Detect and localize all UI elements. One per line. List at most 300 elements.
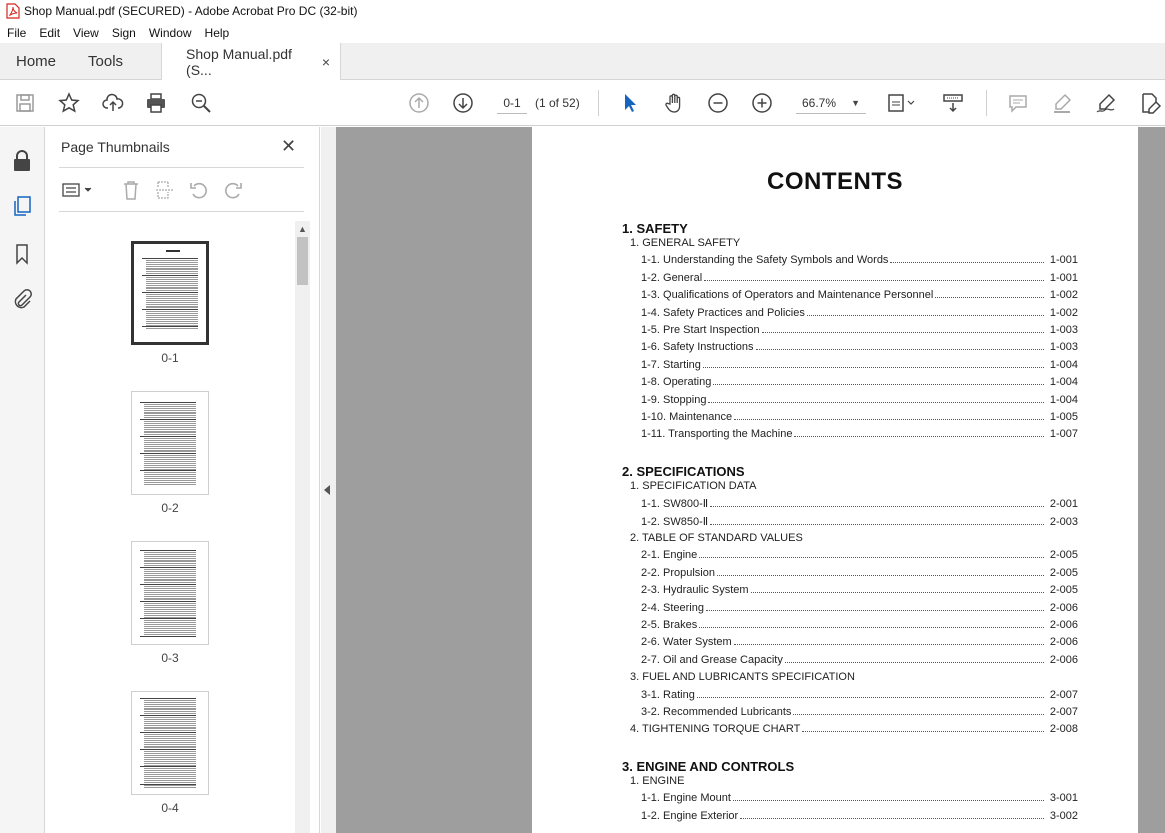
toc-page-number: 2-006	[1049, 601, 1078, 614]
tab-document[interactable]	[161, 43, 341, 81]
thumbnail-line	[140, 732, 196, 733]
extract-pages-icon[interactable]	[154, 179, 176, 201]
toc-entry[interactable]	[641, 810, 1078, 822]
toolbar-divider	[598, 90, 599, 116]
thumbnail-line	[140, 766, 196, 767]
toc-page-number: 2-006	[1049, 619, 1078, 631]
page-thumbnail[interactable]	[131, 241, 209, 365]
toc-page-number: 1-004	[1049, 393, 1078, 406]
toc-leader-dots	[703, 367, 1044, 368]
thumbnail-label: 0-2	[161, 501, 179, 515]
toc-leader-dots	[699, 627, 1044, 628]
toc-entry[interactable]	[641, 619, 1078, 631]
thumbnail-line	[144, 751, 196, 752]
tab-close-icon[interactable]: ×	[321, 54, 331, 70]
toc-entry[interactable]	[641, 706, 1078, 718]
thumbnail-line	[144, 563, 196, 564]
thumbnail-line	[144, 613, 196, 614]
thumbnail-line	[144, 634, 196, 635]
thumbnail-line	[146, 281, 198, 282]
toc-entry-title: 3-1. Rating	[641, 688, 695, 701]
select-cursor-icon[interactable]	[617, 90, 643, 116]
thumbnail-line	[144, 615, 196, 616]
thumbnail-line	[144, 408, 196, 409]
toc-entry[interactable]	[641, 689, 1078, 701]
toc-entry-title: 2-2. Propulsion	[641, 566, 715, 579]
toc-page-number: 1-007	[1049, 428, 1078, 441]
toolbar-divider	[986, 90, 987, 116]
thumbnail-line	[144, 709, 196, 710]
thumbnail-line	[144, 442, 196, 443]
toc-entry-title: 1-1. Understanding the Safety Symbols and Words	[641, 254, 889, 267]
toc-entry-title: 2-4. Steering	[641, 601, 704, 614]
thumbnail-line	[146, 298, 198, 299]
thumbnail-line	[144, 427, 196, 428]
toc-entry-title: 1-7. Starting	[641, 358, 701, 371]
bookmark-icon[interactable]	[10, 242, 34, 266]
toc-page-number: 2-007	[1049, 706, 1078, 718]
toc-page-number: 2-006	[1049, 636, 1078, 649]
thumbnail-line	[146, 323, 198, 324]
thumbnail-line	[144, 742, 196, 743]
thumbnail-line	[146, 273, 198, 274]
thumbnail-line	[144, 579, 196, 580]
thumbnail-line	[144, 744, 196, 745]
toc-subsection: 1. SPECIFICATION DATA	[630, 479, 757, 492]
tab-document-label: Shop Manual.pdf (S...	[186, 46, 292, 78]
thumbnail-line	[146, 328, 198, 329]
thumbnail-line	[144, 429, 196, 430]
toc-entry[interactable]	[641, 324, 1078, 336]
thumbnail-line	[144, 736, 196, 737]
toc-entry-title: 3-2. Recommended Lubricants	[641, 706, 792, 718]
thumbnail-line	[146, 264, 198, 265]
thumbnail-line	[144, 582, 196, 583]
thumbnail-line	[144, 580, 196, 581]
toc-entry[interactable]	[641, 376, 1078, 388]
thumbnail-line	[146, 287, 198, 288]
print-icon[interactable]	[143, 90, 169, 116]
thumbnail-line	[144, 406, 196, 407]
thumbnail-line	[144, 446, 196, 447]
thumbnail-line	[144, 412, 196, 413]
next-page-icon[interactable]	[450, 90, 476, 116]
toc-entry[interactable]	[641, 792, 1078, 804]
thumbnail-line	[144, 465, 196, 466]
thumbnail-line	[146, 313, 198, 314]
chevron-down-icon: ▼	[851, 98, 860, 108]
thumbnail-line	[144, 772, 196, 773]
thumbnail-line	[144, 738, 196, 739]
thumbnail-line	[144, 603, 196, 604]
thumbnail-line	[144, 482, 196, 483]
toc-entry-title: 1-2. General	[641, 271, 703, 284]
toc-leader-dots	[710, 506, 1044, 507]
thumbnail-line	[144, 755, 196, 756]
toc-leader-dots	[710, 524, 1044, 525]
thumbnail-line	[144, 560, 196, 561]
thumbnail-label: 0-1	[161, 351, 179, 365]
rotate-counterclockwise-icon[interactable]	[188, 179, 210, 201]
thumbnail-line	[146, 283, 198, 284]
thumbnail-line	[144, 476, 196, 477]
thumbnail-line	[142, 258, 198, 259]
thumbnail-line	[144, 573, 196, 574]
toc-entry-title: 1-4. Safety Practices and Policies	[641, 306, 805, 319]
comment-icon[interactable]	[1005, 90, 1031, 116]
toc-leader-dots	[785, 662, 1044, 663]
toc-entry[interactable]	[641, 602, 1078, 614]
thumbnail-line	[144, 706, 196, 707]
toc-entry[interactable]	[641, 636, 1078, 648]
thumbnail-line	[140, 636, 196, 637]
thumbnail-line	[146, 319, 198, 320]
thumbnail-line	[144, 561, 196, 562]
thumbnail-line	[140, 584, 196, 585]
toc-leader-dots	[740, 818, 1044, 819]
highlight-pen-icon[interactable]	[1049, 90, 1075, 116]
toc-leader-dots	[733, 800, 1044, 801]
page-number-input[interactable]: 0-1	[497, 92, 527, 114]
thumbnail-line	[144, 700, 196, 701]
toc-entry-title: 1-2. SW850-Ⅱ	[641, 515, 709, 528]
thumbnail-line	[144, 455, 196, 456]
toc-entry[interactable]	[641, 428, 1078, 440]
thumbnail-line	[140, 550, 196, 551]
thumbnail-line	[146, 285, 198, 286]
thumbnail-line	[144, 554, 196, 555]
zoom-search-icon[interactable]	[188, 90, 214, 116]
thumbnail-line	[146, 294, 198, 295]
thumbnail-line	[144, 778, 196, 779]
thumbnail-line	[144, 586, 196, 587]
thumbnail-line	[144, 598, 196, 599]
toc-leader-dots	[717, 575, 1044, 576]
toc-leader-dots	[751, 592, 1044, 593]
toc-leader-dots	[890, 262, 1044, 263]
thumbnail-line	[144, 702, 196, 703]
toc-page-number: 1-003	[1049, 324, 1078, 336]
thumbnail-line	[144, 459, 196, 460]
contents-title: CONTENTS	[767, 168, 903, 195]
thumbnail-line	[144, 711, 196, 712]
thumbnail-line	[142, 326, 198, 327]
tab-home[interactable]: Home	[16, 52, 57, 70]
toc-leader-dots	[802, 731, 1044, 732]
thumbnail-options-icon[interactable]	[61, 179, 97, 201]
main-toolbar	[0, 80, 1165, 126]
panel-collapse-handle[interactable]	[321, 127, 336, 833]
scrollbar-thumb[interactable]	[297, 237, 308, 285]
toc-entry[interactable]	[641, 307, 1078, 319]
thumbnail-line	[144, 734, 196, 735]
hand-pan-icon[interactable]	[661, 90, 687, 116]
tab-bar	[0, 43, 1165, 80]
toc-entry[interactable]	[641, 515, 1078, 528]
scroll-up-arrow-icon[interactable]: ▲	[298, 224, 307, 234]
delete-trash-icon[interactable]	[120, 179, 142, 201]
toc-subsection: 2. TABLE OF STANDARD VALUES	[630, 532, 803, 544]
thumbnail-label: 0-3	[161, 651, 179, 665]
thumbnail-line	[144, 569, 196, 570]
thumbnail-line	[140, 784, 196, 785]
thumbnail-line	[144, 463, 196, 464]
acrobat-pdf-icon	[6, 3, 20, 19]
toc-leader-dots	[762, 332, 1044, 333]
thumbnail-line	[144, 704, 196, 705]
thumbnail-line	[144, 759, 196, 760]
zoom-level-value: 66.7%	[802, 96, 837, 110]
thumbnail-line	[144, 415, 196, 416]
thumbnail-line	[144, 622, 196, 623]
toc-entry[interactable]	[641, 359, 1078, 371]
toc-entry[interactable]	[630, 723, 1078, 735]
thumbnail-line	[144, 467, 196, 468]
thumbnail-line	[144, 746, 196, 747]
toc-subsection: 1. GENERAL SAFETY	[630, 237, 741, 249]
toc-leader-dots	[734, 644, 1044, 645]
edit-pdf-icon[interactable]	[1137, 90, 1163, 116]
thumbnail-line	[144, 719, 196, 720]
title-bar	[0, 0, 1165, 22]
thumbnail-line	[144, 605, 196, 606]
thumbnail-line	[144, 630, 196, 631]
toc-leader-dots	[697, 697, 1044, 698]
page-thumbnails-icon[interactable]	[10, 194, 34, 218]
thumbnail-line	[144, 721, 196, 722]
thumbnail-line	[144, 472, 196, 473]
save-icon[interactable]	[12, 90, 38, 116]
thumbnail-line	[142, 292, 198, 293]
toc-entry-title: 1-10. Maintenance	[641, 411, 733, 423]
thumbnail-line	[144, 425, 196, 426]
toc-entry-title: 1-1. SW800-Ⅱ	[641, 498, 709, 511]
thumbnail-line	[146, 315, 198, 316]
thumbnail-line	[146, 262, 198, 263]
thumbnail-line	[144, 484, 196, 485]
thumbnail-line	[144, 451, 196, 452]
thumbnail-line	[146, 321, 198, 322]
toc-entry[interactable]	[641, 654, 1078, 666]
thumbnail-line	[144, 448, 196, 449]
thumbnail-line	[144, 753, 196, 754]
thumbnail-line	[144, 480, 196, 481]
thumbnail-scrollbar[interactable]	[295, 221, 310, 833]
thumbnail-line	[140, 436, 196, 437]
thumbnail-line	[144, 577, 196, 578]
toc-entry-title: 2-6. Water System	[641, 636, 732, 649]
thumbnail-line	[144, 440, 196, 441]
thumbnail-line	[146, 266, 198, 267]
toc-page-number: 1-001	[1049, 271, 1078, 284]
thumbnail-line	[144, 763, 196, 764]
toc-entry-title: 1-11. Transporting the Machine	[641, 428, 793, 441]
scroll-mode-icon[interactable]	[940, 90, 966, 116]
toc-subsection: 1. ENGINE	[630, 774, 685, 787]
panel-title: Page Thumbnails	[61, 139, 170, 155]
thumbnail-line	[146, 269, 198, 270]
sign-pen-icon[interactable]	[1093, 90, 1119, 116]
toc-entry[interactable]	[641, 254, 1078, 266]
toc-leader-dots	[704, 280, 1044, 281]
menu-view[interactable]: View	[73, 25, 99, 40]
document-scroll-area	[1139, 127, 1165, 833]
thumbnail-line	[144, 768, 196, 769]
menu-window[interactable]: Window	[148, 25, 192, 40]
toc-page-number: 2-005	[1049, 549, 1078, 562]
menu-edit[interactable]: Edit	[39, 25, 61, 40]
zoom-in-icon[interactable]	[749, 90, 775, 116]
page-thumbnails-panel	[45, 127, 320, 833]
toc-section-heading: 1. SAFETY	[622, 221, 688, 236]
menu-sign[interactable]: Sign	[111, 25, 136, 40]
thumbnail-line	[144, 469, 196, 470]
thumbnail-line	[144, 575, 196, 576]
thumbnail-line	[140, 618, 196, 619]
toc-entry[interactable]	[641, 289, 1078, 301]
toc-page-number: 1-002	[1049, 289, 1078, 302]
thumbnail-line	[140, 749, 196, 750]
thumbnail-line	[140, 402, 196, 403]
toc-page-number: 2-001	[1049, 498, 1078, 511]
thumbnail-line	[146, 300, 198, 301]
thumbnail-line	[146, 317, 198, 318]
panel-divider	[59, 167, 304, 168]
attachment-paperclip-icon[interactable]	[10, 287, 34, 311]
thumbnail-image	[131, 391, 209, 495]
thumbnail-label: 0-4	[161, 801, 179, 815]
pdf-page	[532, 127, 1138, 833]
thumbnail-line	[166, 250, 180, 252]
thumbnail-line	[144, 717, 196, 718]
toc-entry-title: 1-5. Pre Start Inspection	[641, 324, 760, 336]
toc-entry-title: 2-3. Hydraulic System	[641, 584, 749, 597]
thumbnail-line	[144, 780, 196, 781]
toc-entry[interactable]	[641, 272, 1078, 284]
thumbnail-line	[140, 601, 196, 602]
thumbnail-line	[144, 632, 196, 633]
toc-entry-title: 2-1. Engine	[641, 549, 698, 562]
thumbnail-line	[144, 478, 196, 479]
star-bookmark-icon[interactable]	[56, 90, 82, 116]
toc-leader-dots	[807, 315, 1044, 316]
thumbnail-line	[144, 432, 196, 433]
toc-entry[interactable]	[641, 567, 1078, 579]
thumbnail-line	[146, 277, 198, 278]
thumbnail-line	[146, 304, 198, 305]
thumbnail-line	[144, 708, 196, 709]
thumbnail-line	[144, 747, 196, 748]
rotate-clockwise-icon[interactable]	[222, 179, 244, 201]
thumbnail-line	[144, 730, 196, 731]
thumbnail-image	[131, 541, 209, 645]
menu-help[interactable]: Help	[204, 25, 230, 40]
toc-page-number: 2-007	[1049, 688, 1078, 701]
thumbnail-line	[142, 275, 198, 276]
menu-file[interactable]: File	[7, 25, 27, 40]
thumbnail-line	[144, 474, 196, 475]
thumbnail-line	[146, 290, 198, 291]
toc-entry[interactable]	[641, 341, 1078, 353]
toc-subsection: 3. FUEL AND LUBRICANTS SPECIFICATION	[630, 671, 855, 684]
thumbnail-line	[144, 765, 196, 766]
thumbnail-line	[144, 713, 196, 714]
toc-page-number: 1-003	[1049, 341, 1078, 354]
toc-leader-dots	[935, 297, 1044, 298]
thumbnail-line	[140, 419, 196, 420]
thumbnail-line	[144, 413, 196, 414]
thumbnail-line	[144, 628, 196, 629]
left-rail	[0, 127, 45, 833]
toc-entry-title: 1-2. Engine Exterior	[641, 809, 739, 822]
close-icon[interactable]: ✕	[281, 136, 297, 156]
toc-entry[interactable]	[641, 394, 1078, 406]
thumbnail-line	[144, 620, 196, 621]
thumbnail-line	[144, 588, 196, 589]
toc-entry[interactable]	[641, 411, 1078, 423]
page-thumbnail[interactable]	[131, 541, 209, 665]
toc-entry-title: 4. TIGHTENING TORQUE CHART	[630, 723, 801, 736]
page-thumbnail[interactable]	[131, 691, 209, 815]
toc-entry[interactable]	[641, 497, 1078, 510]
toc-entry[interactable]	[641, 584, 1078, 596]
thumbnail-line	[146, 288, 198, 289]
thumbnail-line	[144, 423, 196, 424]
thumbnail-line	[144, 740, 196, 741]
thumbnail-line	[144, 434, 196, 435]
chevron-left-icon[interactable]	[324, 485, 330, 495]
thumbnail-line	[144, 450, 196, 451]
previous-page-icon[interactable]	[406, 90, 432, 116]
toc-leader-dots	[793, 714, 1044, 715]
lock-icon[interactable]	[10, 149, 34, 173]
page-thumbnail[interactable]	[131, 391, 209, 515]
thumbnail-line	[144, 565, 196, 566]
upload-cloud-icon[interactable]	[100, 90, 126, 116]
toc-page-number: 2-005	[1049, 566, 1078, 579]
thumbnail-line	[144, 594, 196, 595]
page-fit-icon[interactable]	[884, 90, 918, 116]
zoom-level-select[interactable]	[796, 92, 866, 114]
thumbnail-line	[144, 556, 196, 557]
toc-page-number: 2-005	[1049, 584, 1078, 597]
thumbnail-line	[144, 438, 196, 439]
toc-leader-dots	[708, 402, 1044, 403]
toc-page-number: 3-001	[1049, 792, 1078, 805]
toc-page-number: 2-006	[1049, 653, 1078, 666]
zoom-out-icon[interactable]	[705, 90, 731, 116]
thumbnail-line	[146, 311, 198, 312]
thumbnail-line	[144, 596, 196, 597]
thumbnail-line	[146, 268, 198, 269]
thumbnail-line	[146, 307, 198, 308]
thumbnail-line	[144, 592, 196, 593]
thumbnail-line	[140, 715, 196, 716]
thumbnail-line	[146, 296, 198, 297]
toc-page-number: 1-005	[1049, 411, 1078, 423]
thumbnail-line	[146, 302, 198, 303]
thumbnail-line	[144, 617, 196, 618]
toc-entry[interactable]	[641, 549, 1078, 561]
panel-divider	[59, 211, 304, 212]
toc-page-number: 1-004	[1049, 358, 1078, 371]
tab-tools[interactable]: Tools	[88, 52, 124, 70]
thumbnail-line	[144, 611, 196, 612]
thumbnail-line	[144, 727, 196, 728]
thumbnail-line	[144, 607, 196, 608]
thumbnail-line	[144, 728, 196, 729]
document-viewport[interactable]	[336, 127, 1165, 833]
